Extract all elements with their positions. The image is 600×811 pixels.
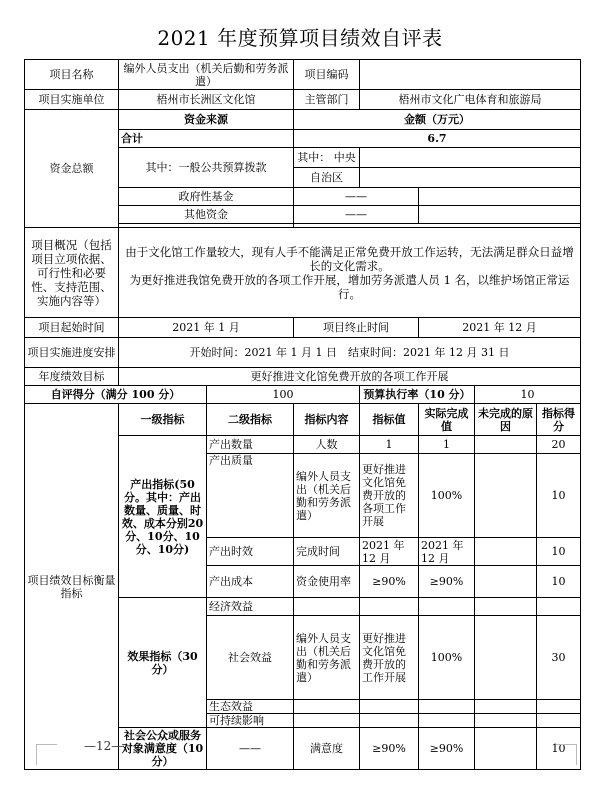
l2-economic: 经济效益 xyxy=(207,598,294,616)
project-name-value: 编外人员支出（机关后勤和劳务派遣） xyxy=(119,60,294,90)
label-project-code: 项目编码 xyxy=(294,60,360,90)
effect-indicator-label: 效果指标（30分） xyxy=(119,598,207,728)
gov-fund-extra xyxy=(419,188,581,206)
social-content: 编外人员支出（机关后勤和劳务派遣） xyxy=(294,616,360,700)
cost-actual: ≥90% xyxy=(419,566,475,598)
ecological-reason xyxy=(475,700,537,714)
economic-reason xyxy=(475,598,537,616)
header-content: 指标内容 xyxy=(294,404,360,436)
start-time-value: 2021 年 1 月 xyxy=(119,318,294,338)
economic-target xyxy=(360,598,419,616)
header-actual: 实际完成值 xyxy=(419,404,475,436)
annual-goal-value: 更好推进文化馆免费开放的各项工作开展 xyxy=(119,368,581,386)
quantity-score: 20 xyxy=(537,436,581,454)
header-level1: 一级指标 xyxy=(119,404,207,436)
timeliness-score: 10 xyxy=(537,538,581,566)
timeliness-content: 完成时间 xyxy=(294,538,360,566)
quality-reason xyxy=(475,454,537,538)
label-end-time: 项目终止时间 xyxy=(294,318,419,338)
performance-table xyxy=(24,59,581,770)
header-reason: 未完成的原因 xyxy=(475,404,537,436)
quantity-reason xyxy=(475,436,537,454)
sustainable-content xyxy=(294,714,360,728)
output-indicator-label: 产出指标(50分。其中：产出数量、质量、时效、成本分别20分、10分、10分、10分) xyxy=(119,436,207,598)
quantity-target: 1 xyxy=(360,436,419,454)
l2-cost: 产出成本 xyxy=(207,566,294,598)
total-value: 6.7 xyxy=(294,130,581,148)
quality-target: 更好推进文化馆免费开放的各项工作开展 xyxy=(360,454,419,538)
quality-actual: 100% xyxy=(419,454,475,538)
label-annual-goal: 年度绩效目标 xyxy=(25,368,119,386)
header-fund-source: 资金来源 xyxy=(119,110,294,130)
social-reason xyxy=(475,616,537,700)
l2-ecological: 生态效益 xyxy=(207,700,294,714)
timeliness-target: 2021 年 12 月 xyxy=(360,538,419,566)
cost-target: ≥90% xyxy=(360,566,419,598)
label-central: 中央 xyxy=(333,151,356,164)
ecological-actual xyxy=(419,700,475,714)
cost-content: 资金使用率 xyxy=(294,566,360,598)
self-score-value: 100 xyxy=(207,386,360,404)
overview-value xyxy=(119,228,581,318)
header-target: 指标值 xyxy=(360,404,419,436)
satisfaction-score: 10 xyxy=(537,728,581,770)
quality-score: 10 xyxy=(537,454,581,538)
label-indicator-section: 项目绩效目标衡量指标 xyxy=(25,404,119,770)
overview-text-2: 为更好推进我馆免费开放的各项工作开展，增加劳务派遣人员 1 名，以维护场馆正常运行。 xyxy=(129,272,570,301)
label-other-fund: 其他资金 xyxy=(119,206,294,224)
crop-mark-left xyxy=(36,744,57,765)
ecological-content xyxy=(294,700,360,714)
label-self-score: 自评得分（满分 100 分） xyxy=(25,386,207,404)
economic-content xyxy=(294,598,360,616)
label-progress: 项目实施进度安排 xyxy=(25,338,119,368)
header-level2: 二级指标 xyxy=(207,404,294,436)
autonomous-value xyxy=(360,168,581,188)
other-fund-extra xyxy=(419,206,581,224)
l2-social: 社会效益 xyxy=(207,616,294,700)
l2-quality: 产出质量 xyxy=(207,454,294,538)
header-amount: 金额（万元） xyxy=(294,110,581,130)
l2-timeliness: 产出时效 xyxy=(207,538,294,566)
satisfaction-actual: ≥90% xyxy=(419,728,475,770)
exec-rate-value: 10 xyxy=(475,386,581,404)
timeliness-reason xyxy=(475,538,537,566)
economic-actual xyxy=(419,598,475,616)
timeliness-actual: 2021 年 12 月 xyxy=(419,538,475,566)
social-target: 更好推进文化馆免费开放的工作开展 xyxy=(360,616,419,700)
header-score: 指标得分 xyxy=(537,404,581,436)
label-supervisor: 主管部门 xyxy=(294,90,360,110)
satisfaction-target: ≥90% xyxy=(360,728,419,770)
project-code-value xyxy=(360,60,581,90)
page-title: 2021 年度预算项目绩效自评表 xyxy=(157,26,443,50)
page-number: —12— xyxy=(84,739,124,753)
cost-score: 10 xyxy=(537,566,581,598)
label-impl-unit: 项目实施单位 xyxy=(25,90,119,110)
label-exec-rate: 预算执行率（10 分） xyxy=(360,386,475,404)
label-general-budget: 其中：一般公共预算拨款 xyxy=(119,148,294,188)
satisfaction-l2: —— xyxy=(207,728,294,770)
end-time-value: 2021 年 12 月 xyxy=(419,318,581,338)
other-fund-value: —— xyxy=(294,206,419,224)
crop-mark-right xyxy=(556,744,577,765)
label-gov-fund: 政府性基金 xyxy=(119,188,294,206)
sustainable-score xyxy=(537,714,581,728)
label-of-which: 其中： 中央 xyxy=(294,148,360,168)
satisfaction-reason xyxy=(475,728,537,770)
cost-reason xyxy=(475,566,537,598)
label-project-name: 项目名称 xyxy=(25,60,119,90)
label-start-time: 项目起始时间 xyxy=(25,318,119,338)
social-score: 30 xyxy=(537,616,581,700)
quantity-content: 人数 xyxy=(294,436,360,454)
quality-content: 编外人员支出（机关后勤和劳务派遣） xyxy=(294,454,360,538)
economic-score xyxy=(537,598,581,616)
quantity-actual: 1 xyxy=(419,436,475,454)
satisfaction-indicator-label: 社会公众或服务对象满意度（10分） xyxy=(119,728,207,770)
label-total: 合计 xyxy=(119,130,294,148)
gov-fund-value: —— xyxy=(294,188,419,206)
central-value xyxy=(360,148,581,168)
impl-unit-value: 梧州市长洲区文化馆 xyxy=(119,90,294,110)
sustainable-actual xyxy=(419,714,475,728)
ecological-target xyxy=(360,700,419,714)
l2-sustainable: 可持续影响 xyxy=(207,714,294,728)
sustainable-reason xyxy=(475,714,537,728)
overview-text-1: 由于文化馆工作量较大，现有人手不能满足正常免费开放工作运转，无法满足群众日益增长的文化需求。 xyxy=(125,244,574,273)
label-fund-total: 资金总额 xyxy=(25,110,119,228)
ecological-score xyxy=(537,700,581,714)
l2-quantity: 产出数量 xyxy=(207,436,294,454)
satisfaction-content: 满意度 xyxy=(294,728,360,770)
social-actual: 100% xyxy=(419,616,475,700)
label-autonomous: 自治区 xyxy=(294,168,360,188)
label-overview: 项目概况（包括项目立项依据、可行性和必要性、支持范围、实施内容等） xyxy=(25,228,119,318)
supervisor-value: 梧州市文化广电体育和旅游局 xyxy=(360,90,581,110)
sustainable-target xyxy=(360,714,419,728)
progress-value: 开始时间：2021 年 1 月 1 日 结束时间：2021 年 12 月 31 日 xyxy=(119,338,581,368)
